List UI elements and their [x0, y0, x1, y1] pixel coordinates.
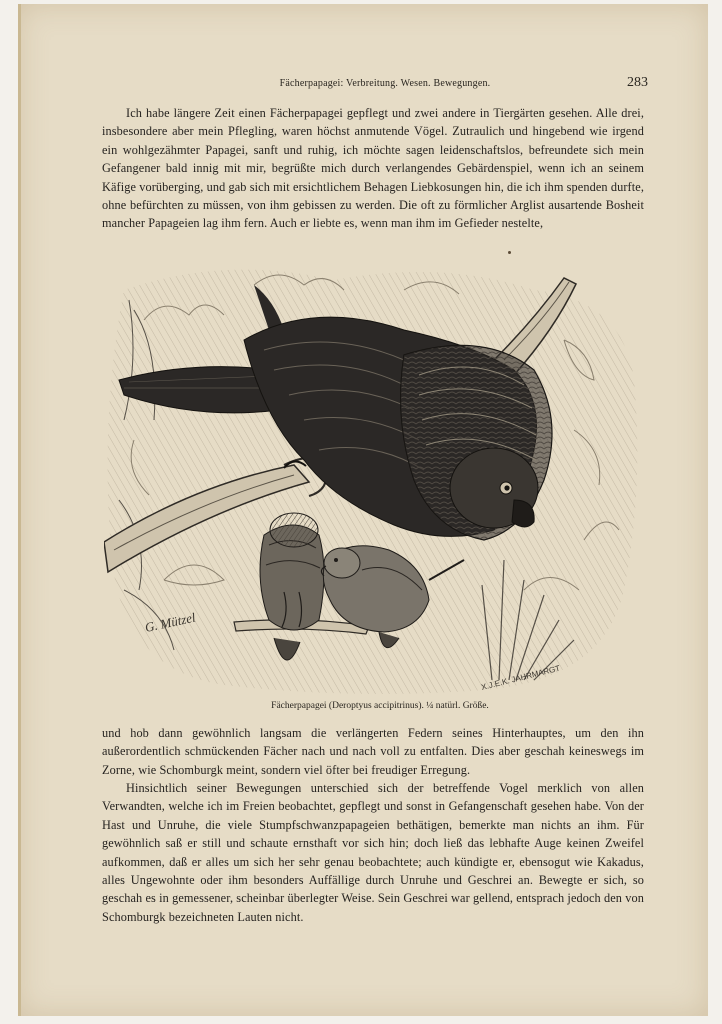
parrot-engraving [104, 260, 644, 698]
signature-right: X.J.E.K. JAHRMARGT [480, 663, 561, 692]
engraving-svg [104, 260, 644, 698]
figure-caption: Fächerpapagei (Deroptyus accipitrinus). ¼ natürl. Größe. [271, 701, 489, 711]
paragraph-3: Hinsichtlich seiner Bewegungen unterschied sich der betreffende Vogel merklich von allen Verwandten, welche ich im Freien beobachtet, gepflegt und sonst in Gefangenschaft gesehen habe. Von der Hast und Unruhe, die viele Stumpfschwanzpapageien bethätigen, bemerkte man nichts an ihm. Für gewöhnlich saß er still und schaute ernsthaft vor sich hin; doch ließ das lebhafte Auge keinen Zweifel aufkommen, daß er alles um sich her sehr genau beobachtete; auch kündigte er, ebensogut wie Kakadus, alles Ungewohnte oder ihm besonders Auffällige durch Unruhe und Geschrei an. Bewegte er sich, so geschah es in gemessener, scheinbar überlegter Weise. Sein Geschrei war gellend, entsprach jedoch den von Schomburgk bezeichneten Lauten nicht. [102, 781, 644, 924]
signature-left: G. Mützel [143, 609, 197, 635]
ink-speck [508, 251, 511, 254]
paragraph-1: Ich habe längere Zeit einen Fächerpapagei gepflegt und zwei andere in Tiergärten gesehen. Alle drei, insbesondere aber mein Pflegling, waren höchst anmutende Vögel. Zutraulich und hingebend wie irgend ein wohlgezähmter Papagei, sanft und ruhig, ich möchte sagen leidenschaftslos, befreundete sich mein Gefangener bald innig mit mir, begrüßte mich durch verlangendes Gebärdenspiel, wenn ich an seinem Käfige vorüberging, und gab sich mit ersichtlichem Behagen Liebkosungen hin, die ich ihm spenden durfte, ohne befürchten zu müssen, von ihm gebissen zu werden. Die oft zu förmlicher Arglist ausartende Bosheit mancher Papageien lag ihm fern. Auch er liebte es, wenn man ihm im Gefieder nestelte, [102, 106, 644, 231]
running-head: Fächerpapagei: Verbreitung. Wesen. Bewegungen. [279, 78, 491, 89]
page-edge [18, 4, 21, 1016]
page-number: 283 [627, 75, 648, 90]
paragraph-2: und hob dann gewöhnlich langsam die verlängerten Federn seines Hinterhauptes, um den ihn außerordentlich schmückenden Fächer nach und nach voll zu entfalten. Dies aber geschah keineswegs im Zorne, wie Schomburgk meint, sondern viel öfter bei freudiger Erregung. [102, 726, 644, 777]
